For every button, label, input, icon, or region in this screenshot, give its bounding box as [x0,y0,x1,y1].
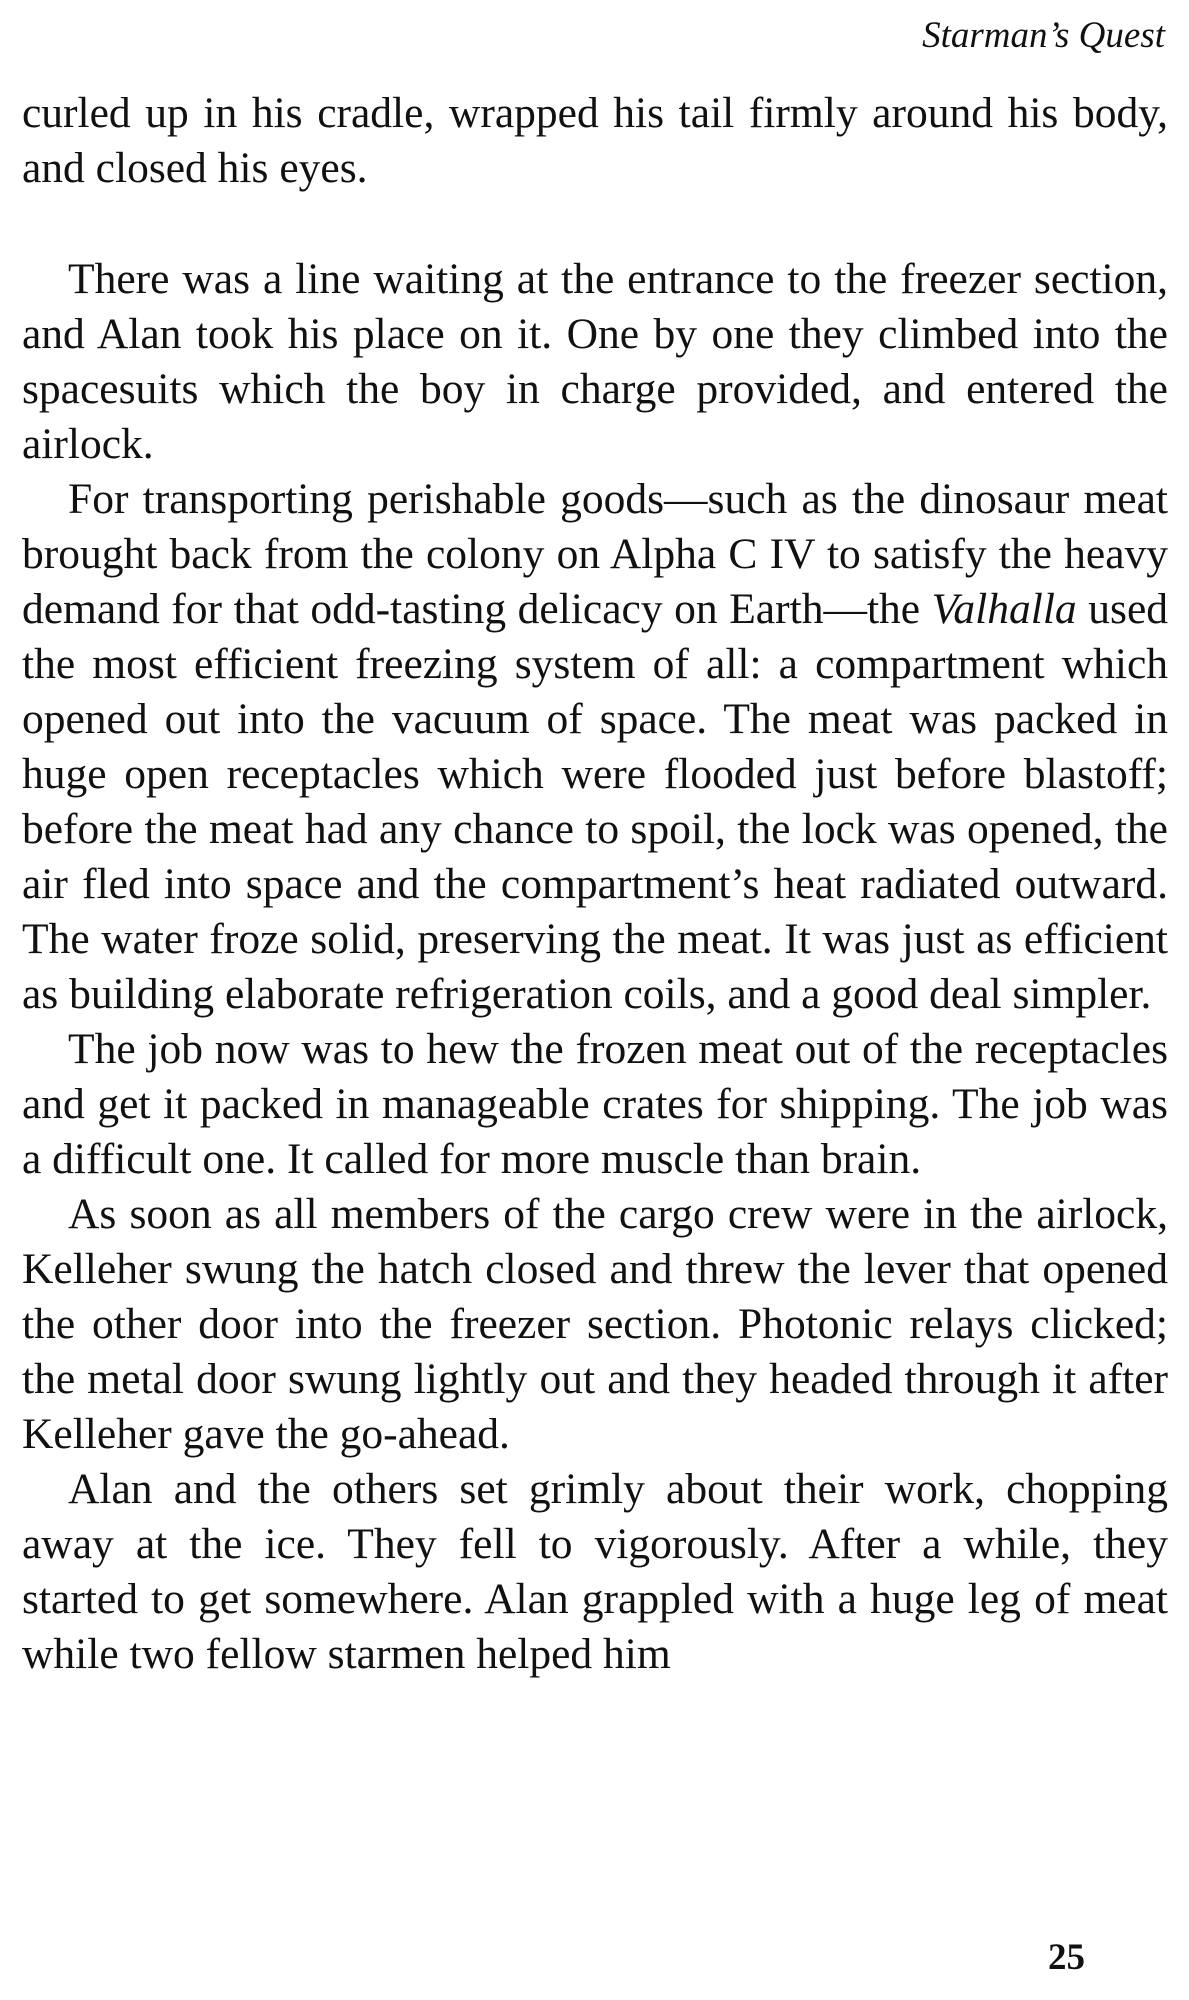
paragraph-job-description: The job now was to hew the frozen meat out of the receptacles and get it packed in manageable crates for shipping. The job was a difficult one. It called for more muscle than brain. [22,1025,1168,1183]
paragraph-freezer-line: There was a line waiting at the entrance to the freezer section, and Alan took his place on it. One by one they climbed into the spacesuits which the boy in charge provided, and entered the airlock. [22,255,1168,468]
body-text [22,86,1168,1682]
ship-name-italic: Valhalla [931,585,1077,633]
paragraph-airlock: As soon as all members of the cargo crew were in the airlock, Kelleher swung the hatch closed and threw the lever that opened the other door into the freezer section. Photonic relays clicked; the metal door swung lightly out and they headed through it after Kelleher gave the go-ahead. [22,1190,1168,1458]
paragraph-freezing-system [22,472,1168,1022]
paragraph-freezing-system-part-1: For transporting perishable goods—such as the dinosaur meat brought back from the colony on Alpha C IV to satisfy the heavy demand for that odd-tasting delicacy on Earth—the [22,475,1168,633]
running-header-title: Starman’s Quest [922,15,1165,56]
page-number: 25 [1048,1937,1085,1978]
paragraph-continued: curled up in his cradle, wrapped his tail firmly around his body, and closed his eyes. [22,89,1168,192]
paragraph-work: Alan and the others set grimly about their work, chopping away at the ice. They fell to vigorously. After a while, they started to get somewhere. Alan grappled with a huge leg of meat while two fellow starmen helped him [22,1465,1168,1678]
paragraph-freezing-system-part-2: used the most efficient freezing system of all: a compartment which opened out into the vacuum of space. The meat was packed in huge open receptacles which were flooded just before blastoff; before the meat had any chance to spoil, the lock was opened, the air fled into space and the compartment’s heat radiated outward. The water froze solid, preserving the meat. It was just as efficient as building elaborate refrigeration coils, and a good deal simpler. [22,585,1168,1018]
